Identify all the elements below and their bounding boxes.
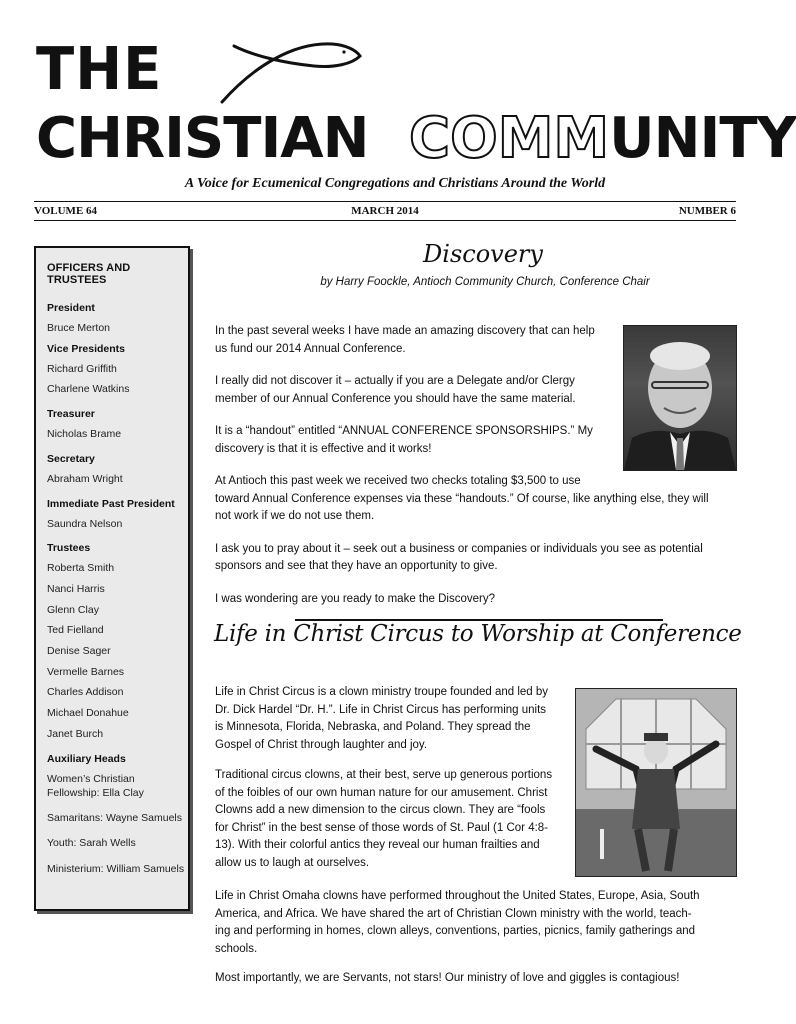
issue-date: MARCH 2014	[351, 205, 419, 217]
sidebar-item: Denise Sager	[47, 645, 111, 658]
sidebar-title: OFFICERS AND TRUSTEES	[47, 262, 131, 286]
text-line: is Minnesota, Florida, Nebraska, and Poland. They spread the	[215, 721, 531, 733]
paragraph	[215, 888, 735, 958]
sidebar-item: Ted Fielland	[47, 624, 104, 637]
sidebar-item: Nanci Harris	[47, 582, 105, 595]
text-line: ing and performing in homes, clown alleys, conventions, parties, picnics, family gatherings and	[215, 925, 696, 937]
sidebar-item: Bruce Merton	[47, 322, 111, 334]
text-line: I really did not discover it – actually if you are a Delegate and/or Clergy	[215, 375, 575, 387]
issue-number: NUMBER 6	[678, 205, 736, 217]
sidebar-item: Glenn Clay	[47, 603, 99, 616]
article-title: Life in Christ Circus to Worship at Conference	[214, 621, 742, 647]
sidebar-item: Samaritans: Wayne Samuels	[47, 811, 182, 824]
paragraph	[215, 970, 735, 988]
sidebar-item: Ministerium: William Samuels	[47, 862, 185, 875]
text-line: not work if we do not use them.	[215, 510, 375, 522]
sidebar-item: Charlene Watkins	[47, 383, 130, 396]
text-line: Most importantly, we are Servants, not stars! Our ministry of love and giggles is contagious!	[215, 972, 680, 984]
text-line: schools.	[215, 942, 258, 955]
text-line: sponsors and see that they have an opportunity to give.	[215, 560, 498, 572]
sidebar-item: Richard Griffith	[47, 362, 117, 375]
text-line: I was wondering are you ready to make the Discovery?	[215, 592, 495, 605]
sidebar-heading: Immediate Past President	[47, 497, 175, 510]
text-line: It is a “handout” entitled “ANNUAL CONFERENCE SPONSORSHIPS.” My	[215, 425, 593, 437]
masthead-word-christian: CHRISTIAN	[36, 106, 369, 171]
sidebar-item: Charles Addison	[47, 686, 124, 699]
paragraph	[215, 541, 735, 576]
paragraph	[215, 591, 735, 609]
article-title: Discovery	[423, 240, 543, 268]
sidebar-item: Vermelle Barnes	[47, 665, 125, 678]
masthead-word-comm: COMM	[409, 106, 610, 171]
text-line: At Antioch this past week we received two checks totaling $3,500 to use	[215, 475, 581, 487]
text-line: us fund our 2014 Annual Conference.	[215, 342, 406, 355]
sidebar-item: Janet Burch	[47, 727, 104, 740]
sidebar-item: Saundra Nelson	[47, 517, 123, 530]
sidebar-item: Youth: Sarah Wells	[47, 837, 136, 850]
paragraph	[215, 473, 735, 526]
masthead-title-the: THE	[36, 35, 163, 104]
fish-icon	[214, 36, 364, 106]
text-line: In the past several weeks I have made an amazing discovery that can help	[215, 325, 595, 337]
sidebar-heading: Treasurer	[47, 408, 95, 421]
issue-volume: VOLUME 64	[34, 205, 98, 217]
clown-performer-icon	[576, 689, 736, 876]
sidebar-item: Roberta Smith	[47, 562, 115, 575]
text-line: Traditional circus clowns, at their best, serve up generous portions	[215, 769, 553, 781]
sidebar-heading: Vice Presidents	[47, 342, 126, 355]
clown-photo	[575, 688, 737, 877]
sidebar-item: Nicholas Brame	[47, 428, 122, 441]
sidebar-item: Women’s Christian Fellowship: Ella Clay	[47, 772, 144, 799]
paragraph	[215, 767, 575, 872]
masthead-word-unity: UNITY	[609, 106, 796, 171]
sidebar-heading: Secretary	[47, 452, 95, 465]
text-line: of the foibles of our own human nature for our amusement. Christ	[215, 786, 548, 799]
text-line: discovery is that it is effective and it works!	[215, 442, 432, 455]
sidebar-heading: President	[47, 302, 95, 314]
author-photo	[623, 325, 737, 471]
text-line: Gospel of Christ through laughter and joy.	[215, 738, 428, 751]
masthead-tagline: A Voice for Ecumenical Congregations and Christians Around the World	[184, 176, 606, 191]
text-line: 13). With their colorful antics they reveal our human frailties and	[215, 839, 540, 851]
text-line: Life in Christ Omaha clowns have performed throughout the United States, Europe, Asia, South	[215, 890, 700, 902]
sidebar-heading: Auxiliary Heads	[47, 752, 126, 765]
text-line: I ask you to pray about it – seek out a business or companies or individuals you see as potential	[215, 542, 703, 555]
text-line: for Christ” in the best sense of those words of St. Paul (1 Cor 4:8-	[215, 821, 549, 834]
text-line: allow us to laugh at ourselves.	[215, 856, 370, 869]
article-body	[215, 684, 575, 884]
sidebar-item: Michael Donahue	[47, 707, 129, 720]
masthead-title	[36, 108, 796, 170]
text-line: Clowns add a new dimension to the circus clown. They are “fools	[215, 804, 546, 816]
sidebar-heading: Trustees	[47, 542, 91, 555]
text-line: toward Annual Conference expenses via these “handouts.” Of course, like anything else, they will	[215, 492, 709, 505]
paragraph	[215, 684, 575, 754]
text-line: Life in Christ Circus is a clown ministry troupe founded and led by	[215, 686, 549, 698]
text-line: Dr. Dick Hardel “Dr. H.”. Life in Christ Circus has performing units	[215, 703, 547, 716]
officers-sidebar	[34, 246, 190, 911]
sidebar-item: Abraham Wright	[47, 472, 123, 485]
author-portrait-icon	[624, 326, 736, 470]
issue-bar	[34, 201, 736, 221]
article-body-continued	[215, 888, 735, 1000]
text-line: America, and Africa. We have shared the art of Christian Clown ministry with the world, teach-	[215, 907, 692, 920]
text-line: member of our Annual Conference you should have the same material.	[215, 392, 576, 405]
article-byline: by Harry Foockle, Antioch Community Church, Conference Chair	[320, 276, 650, 288]
